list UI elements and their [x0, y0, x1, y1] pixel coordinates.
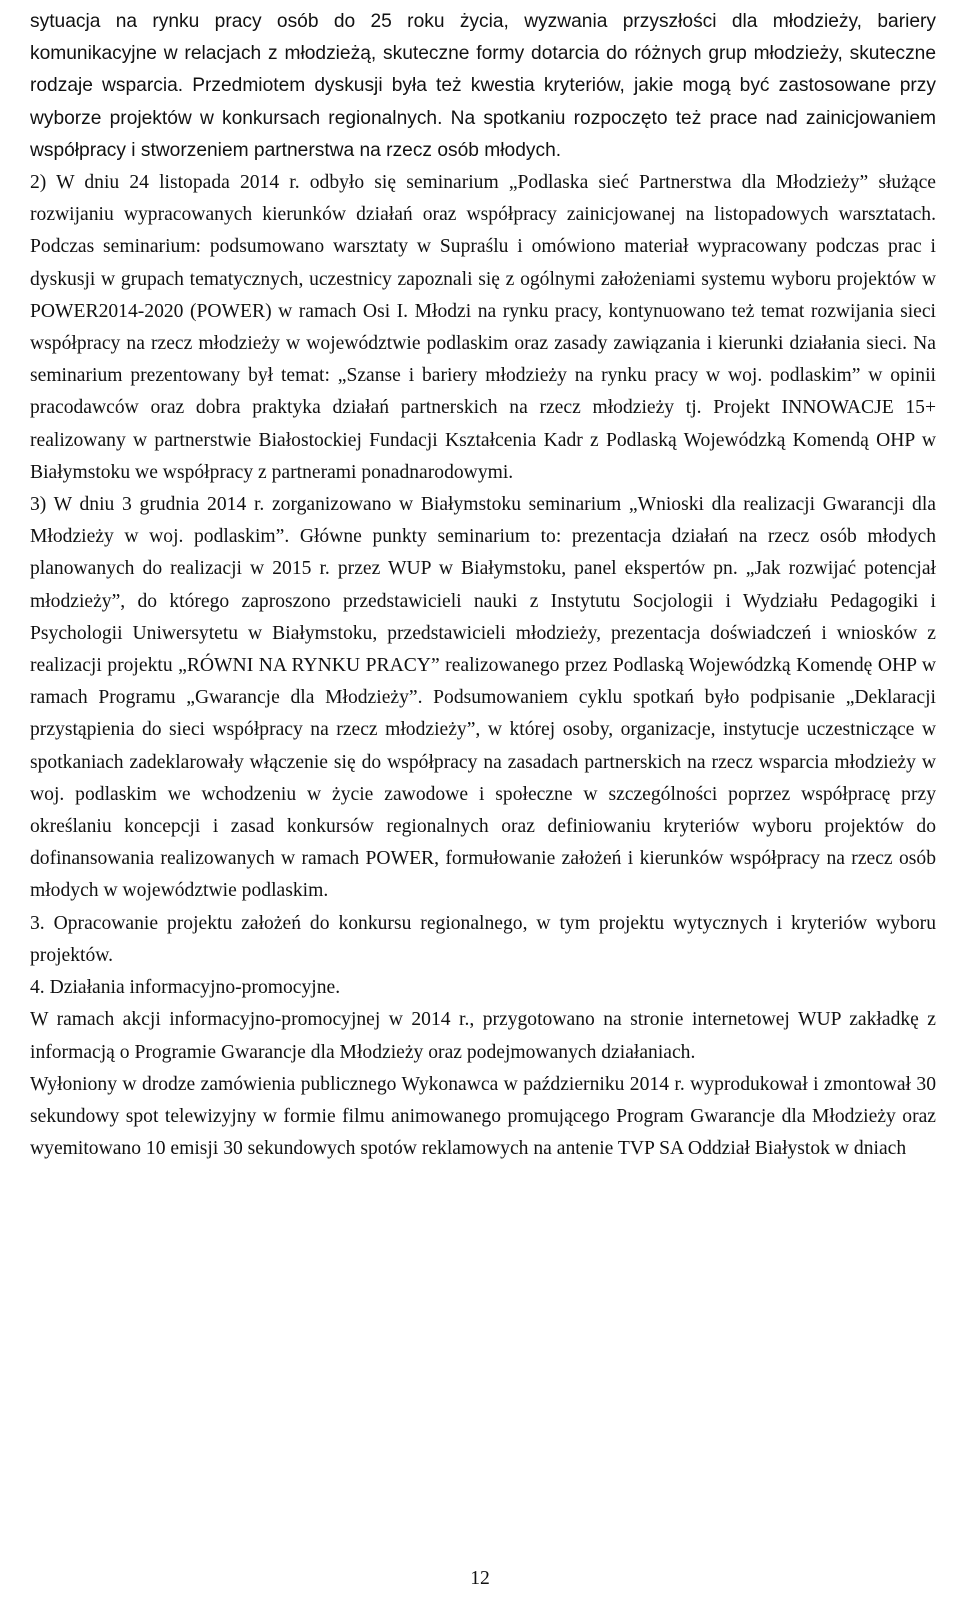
list-item-3-number: 3) [30, 494, 47, 516]
page-number: 12 [470, 1568, 490, 1589]
list-item-3-body: W dniu 3 grudnia 2014 r. zorganizowano w Białymstoku seminarium „Wnioski dla realizacji Gwarancji dla Młodzieży w woj. podlaskim”. Główne punkty seminarium to: prezentacja działań na rzecz osób młodych planowanych do realizacji w 2015 r. przez WUP w Białymstoku, panel ekspertów pn. „Jak rozwijać potencjał młodzieży”, do którego zaproszono przedstawicieli nauki z Instytutu Socjologii i Wydziału Pedagogiki i Psychologii Uniwersytetu w Białymstoku, przedstawicieli młodzieży, prezentacja doświadczeń i wniosków z realizacji projektu „RÓWNI NA RYNKU PRACY” realizowanego przez Podlaską Wojewódzką Komendę OHP w ramach Programu „Gwarancje dla Młodzieży”. Podsumowaniem cyklu spotkań było podpisanie „Deklaracji przystąpienia do sieci współpracy na rzecz młodzieży”, w której osoby, organizacje, instytucje uczestniczące w spotkaniach zadeklarowały włączenie się do współpracy na zasadach partnerskich na rzecz wsparcia młodzieży w woj. podlaskim we wchodzeniu w życie zawodowe i społeczne w szczególności poprzez współpracę przy określaniu koncepcji i zasad konkursów regionalnych oraz definiowaniu kryteriów wyboru projektów do dofinansowania realizowanych w ramach POWER, formułowanie założeń i kierunków współpracy na rzecz osób młodych w województwie podlaskim. [30, 494, 936, 902]
list-item-2-number: 2) [30, 172, 47, 194]
section-4-paragraph-2: Wyłoniony w drodze zamówienia publicznego Wykonawca w październiku 2014 r. wyprodukował i zmontował 30 sekundowy spot telewizyjny w formie filmu animowanego promującego Program Gwarancje dla Młodzieży oraz wyemitowano 10 emisji 30 sekundowych spotów reklamowych na antenie TVP SA Oddział Białystok w dniach [30, 1073, 936, 1160]
section-4-paragraph-1: W ramach akcji informacyjno-promocyjnej w 2014 r., przygotowano na stronie internetowej WUP zakładkę z informacją o Programie Gwarancje dla Młodzieży oraz podejmowanych działaniach. [30, 1009, 936, 1063]
section-4-heading: 4. Działania informacyjno-promocyjne. [30, 977, 341, 999]
list-item-3-text [30, 489, 936, 908]
list-item-2 [30, 167, 936, 489]
list-item-2-text [30, 167, 936, 489]
paragraph-continuation: sytuacja na rynku pracy osób do 25 roku życia, wyzwania przyszłości dla młodzieży, bariery komunikacyjne w relacjach z młodzieżą, skuteczne formy dotarcia do różnych grup młodzieży, skuteczne rodzaje wsparcia. Przedmiotem dyskusji była też kwestia kryteriów, jakie mogą być zastosowane przy wyborze projektów w konkursach regionalnych. Na spotkaniu rozpoczęto też prace nad zainicjowaniem współpracy i stworzeniem partnerstwa na rzecz osób młodych. [30, 11, 936, 161]
document-page [30, 6, 936, 1165]
list-item-2-body: W dniu 24 listopada 2014 r. odbyło się seminarium „Podlaska sieć Partnerstwa dla Młodzieży” służące rozwijaniu wypracowanych kierunków działań oraz współpracy zainicjowanej na listopadowych warsztatach. Podczas seminarium: podsumowano warsztaty w Supraślu i omówiono materiał wypracowany podczas prac i dyskusji w grupach tematycznych, uczestnicy zapoznali się z ogólnymi założeniami systemu wyboru projektów w POWER2014-2020 (POWER) w ramach Osi I. Młodzi na rynku pracy, kontynuowano też temat rozwijania sieci współpracy na rzecz młodzieży w województwie podlaskim oraz zasady zawiązania i kierunki działania sieci. Na seminarium prezentowany był temat: „Szanse i bariery młodzieży na rynku pracy w woj. podlaskim” w opinii pracodawców oraz dobra praktyka działań partnerskich na rzecz młodzieży tj. Projekt INNOWACJE 15+ realizowany w partnerstwie Białostockiej Fundacji Kształcenia Kadr z Podlaską Wojewódzką Komendą OHP w Białymstoku we współpracy z partnerami ponadnarodowymi. [30, 172, 936, 483]
list-item-3 [30, 489, 936, 908]
section-3-heading: 3. Opracowanie projektu założeń do konkursu regionalnego, w tym projektu wytycznych i kryteriów wyboru projektów. [30, 912, 936, 966]
